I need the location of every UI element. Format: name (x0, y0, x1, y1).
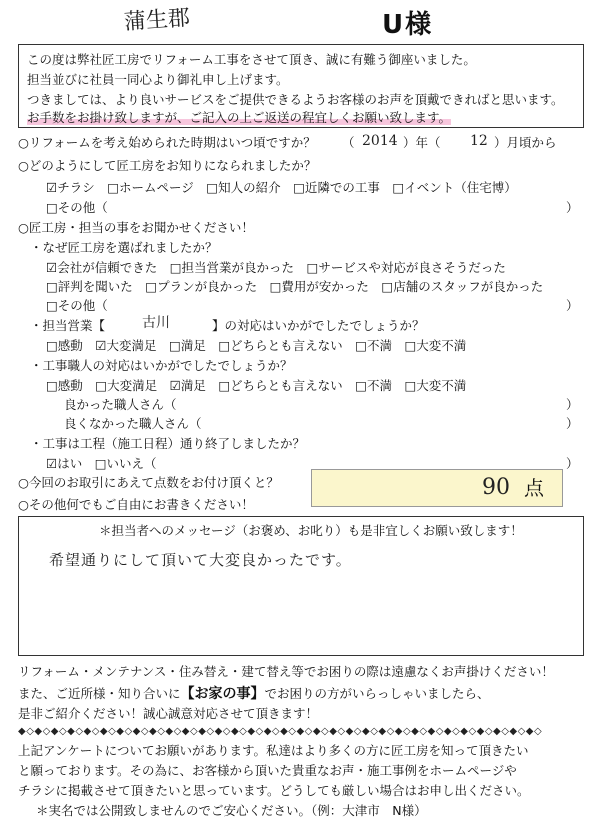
handwritten-place: 蒲生郡 (123, 5, 191, 36)
q3-sub2-row[interactable]: □感動 ☑大変満足 □満足 □どちらとも言えない □不満 □大変不満 (46, 338, 467, 353)
customer-name: U様 (382, 10, 434, 40)
q3-bad-worker-close: ） (566, 416, 579, 431)
intro-line-1: この度は弊社匠工房でリフォーム工事をさせて頂き、誠に有難う御座いました。 (27, 52, 476, 67)
q1-year-value[interactable]: 2014 (362, 133, 398, 149)
intro-box (18, 44, 584, 128)
q5-text: ○その他何でもご自由にお書きください！ (18, 497, 254, 512)
q2-text: ○どのようにして匠工房をお知りになられましたか？ (18, 158, 317, 173)
q3-sub3: ・工事職人の対応はいかがでしたでしょうか？ (30, 358, 293, 373)
q3-sub4-close-paren: ） (566, 456, 579, 471)
q3-sub4-row[interactable]: ☑はい □いいえ（ (46, 456, 157, 471)
q3-sub1-row1[interactable]: ☑会社が信頼できた □担当営業が良かった □サービスや対応が良さそうだった (46, 260, 506, 275)
q3-sub1-row3[interactable]: □その他（ (46, 298, 108, 313)
q3-sub2-prefix: ・担当営業【 (30, 318, 106, 333)
q2-options-row2[interactable]: □その他（ (46, 200, 108, 215)
score-value: 90 (482, 475, 510, 500)
q3-sub4: ・工事は工程（施工日程）通り終了しましたか？ (30, 436, 306, 451)
q1-paren-open: （ (342, 135, 355, 150)
q3-bad-worker[interactable]: 良くなかった職人さん（ (64, 416, 202, 431)
q1-year-suffix: ）年（ (403, 135, 441, 150)
intro-line-2: 担当並びに社員一同心より御礼申し上げます。 (27, 72, 289, 87)
q2-options-row1[interactable]: ☑チラシ □ホームページ □知人の紹介 □近隣での工事 □イベント（住宅博） (46, 180, 517, 195)
intro-line-4: お手数をお掛け致しますが、ご記入の上ご返送の程宜しくお願い致します。 (27, 110, 452, 125)
footer-note-3: チラシに掲載させて頂きたいと思っています。どうしても厳しい場合はお申し出ください。 (18, 783, 530, 798)
q3-sub2-name[interactable]: 古川 (142, 315, 170, 331)
q1-month-suffix: ）月頃から (494, 135, 557, 150)
q1-text: ○リフォームを考え始められた時期はいつ頃ですか？ (18, 135, 316, 150)
handwritten-comment: 希望通りにして頂いて大変良かったです。 (49, 551, 352, 569)
score-unit: 点 (524, 476, 544, 500)
footer-note-2: と願っております。その為に、お客様から頂いた貴重なお声・施工事例をホームページや (18, 763, 517, 778)
q3-sub2-suffix: 】の対応はいかがでしたでしょうか？ (212, 318, 425, 333)
footer-line-1: リフォーム・メンテナンス・住み替え・建て替え等でお困りの際は遠慮なくお声掛けください！ (18, 664, 554, 679)
q1-month-value[interactable]: 12 (470, 133, 488, 149)
q3-sub3-row[interactable]: □感動 □大変満足 ☑満足 □どちらとも言えない □不満 □大変不満 (46, 378, 467, 393)
q4-text: ○今回のお取引にあえて点数をお付け頂くと？ (18, 475, 279, 490)
diamond-divider: ◆◇◆◇◆◇◆◇◆◇◆◇◆◇◆◇◆◇◆◇◆◇◆◇◆◇◆◇◆◇◆◇◆◇◆◇◆◇◆◇◆◇◆◇◆◇◆◇◆◇◆◇◆◇◆◇◆◇◆◇◆◇◆◇ (18, 727, 543, 737)
q3-good-worker[interactable]: 良かった職人さん（ (64, 397, 177, 412)
q3-sub1: ・なぜ匠工房を選ばれましたか？ (30, 240, 218, 255)
intro-line-3: つきましては、より良いサービスをご提供できるようお客様のお声を頂戴できればと思います。 (27, 92, 564, 107)
footer-line-2 (18, 687, 490, 701)
message-box[interactable] (18, 516, 584, 656)
footer-note-4: ＊実名では公開致しませんのでご安心ください。（例：大津市 N様） (36, 803, 427, 818)
q3-text: ○匠工房・担当の事をお聞かせください！ (18, 220, 254, 235)
q3-sub1-close-paren: ） (566, 298, 579, 313)
q3-good-worker-close: ） (566, 397, 579, 412)
message-box-note: ＊担当者へのメッセージ（お褒め、お叱り）も是非宜しくお願い致します！ (99, 523, 523, 538)
footer-brand: 【お家の事】 (180, 686, 265, 702)
footer-line-2-b: でお困りの方がいらっしゃいましたら、 (264, 686, 490, 701)
footer-note-1: 上記アンケートについてお願いがあります。私達はより多くの方に匠工房を知って頂きたい (18, 743, 529, 758)
score-box[interactable] (311, 469, 563, 507)
q2-close-paren: ） (566, 200, 579, 215)
q3-sub1-row2[interactable]: □評判を聞いた □プランが良かった □費用が安かった □店舗のスタッフが良かった (46, 279, 544, 294)
footer-line-2-a: また、ご近所様・知り合いに (18, 686, 181, 701)
footer-line-3: 是非ご紹介ください！誠心誠意対応させて頂きます！ (18, 706, 319, 721)
